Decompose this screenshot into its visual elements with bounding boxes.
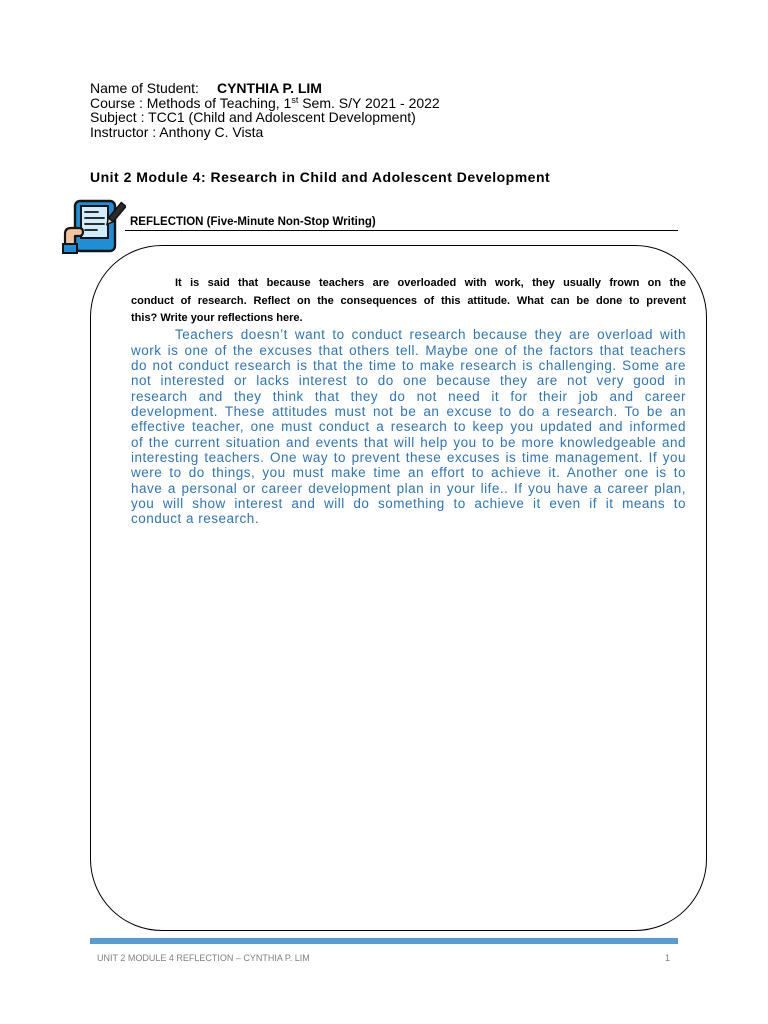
course-text: Course : Methods of Teaching, 1 bbox=[90, 94, 292, 111]
reflection-answer bbox=[131, 327, 686, 526]
answer-line: work is one of the excuses that others tell. Maybe one of the factors that teachers bbox=[131, 342, 686, 358]
hand-holding-tablet-notes-icon bbox=[62, 198, 126, 254]
answer-line: not interested or lacks interest to do one because they are not very good in bbox=[131, 373, 686, 389]
sleeve-cuff bbox=[63, 244, 77, 253]
answer-line: you will show interest and will do something to achieve it even if it means to bbox=[131, 495, 686, 511]
student-name-row bbox=[90, 81, 440, 96]
reflection-prompt bbox=[131, 275, 686, 328]
answer-line: interesting teachers. One way to prevent these excuses is time management. If you bbox=[131, 449, 686, 465]
answer-line: have a personal or career development plan in your life.. If you have a career plan, bbox=[131, 480, 686, 496]
footer-bar bbox=[90, 938, 678, 944]
answer-line: of the current situation and events that will help you to be more knowledgeable and bbox=[131, 434, 686, 450]
course-superscript: st bbox=[291, 94, 299, 105]
answer-line: do not conduct research is that the time to make research is challenging. Some are bbox=[131, 357, 686, 373]
reflection-heading-rule bbox=[125, 230, 678, 231]
prompt-line: conduct of research. Reflect on the consequences of this attitude. What can be done to prevent bbox=[131, 294, 686, 307]
answer-line: Teachers doesn’t want to conduct research because they are overload with bbox=[175, 327, 686, 343]
answer-line: were to do things, you must make time an effort to achieve it. Another one is to bbox=[131, 465, 686, 481]
answer-line: development. These attitudes must not be an excuse to do a research. To be an bbox=[131, 403, 686, 419]
answer-line: effective teacher, one must conduct a research to keep you updated and informed bbox=[131, 419, 686, 435]
footer-label: UNIT 2 MODULE 4 REFLECTION – CYNTHIA P. LIM bbox=[97, 953, 310, 963]
prompt-line: this? Write your reflections here. bbox=[131, 312, 303, 324]
prompt-line: It is said that because teachers are overloaded with work, they usually frown on the bbox=[175, 277, 686, 289]
student-info-block bbox=[90, 81, 440, 140]
subject-row: Subject : TCC1 (Child and Adolescent Development) bbox=[90, 109, 416, 126]
page-number: 1 bbox=[665, 953, 671, 963]
paper-sheet bbox=[81, 206, 108, 238]
unit-title: Unit 2 Module 4: Research in Child and Adolescent Development bbox=[90, 169, 551, 185]
course-text-end: Sem. S/Y 2021 - 2022 bbox=[298, 94, 440, 111]
student-name-label: Name of Student: bbox=[90, 80, 199, 96]
answer-line: conduct a research. bbox=[131, 511, 260, 527]
course-row bbox=[90, 96, 440, 111]
student-name-value: CYNTHIA P. LIM bbox=[216, 80, 322, 96]
instructor-row: Instructor : Anthony C. Vista bbox=[90, 124, 264, 141]
answer-line: research and they think that they do not need it for their job and career bbox=[131, 388, 686, 404]
reflection-heading: REFLECTION (Five-Minute Non-Stop Writing) bbox=[130, 216, 376, 228]
